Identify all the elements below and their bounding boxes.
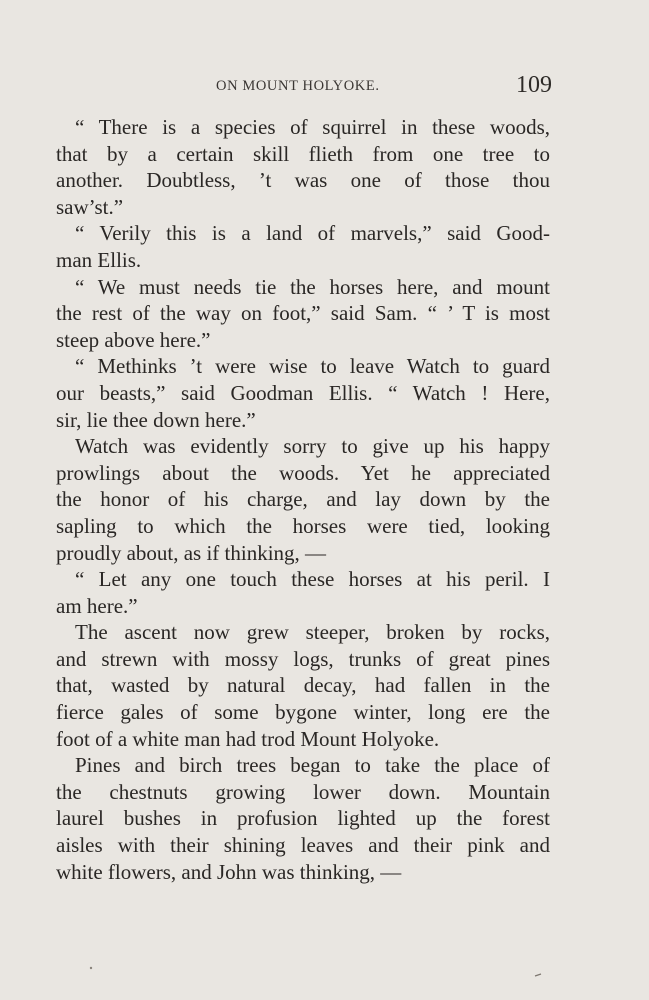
text-line: our beasts,” said Goodman Ellis. “ Watch ! Here, — [56, 380, 550, 405]
text-line: prowlings about the woods. Yet he appreciated — [56, 460, 550, 485]
text-line: man Ellis. — [56, 247, 142, 272]
text-line: the honor of his charge, and lay down by the — [56, 487, 550, 512]
text-line: that by a certain skill flieth from one tree to — [56, 141, 550, 166]
paper-speck — [535, 974, 541, 976]
text-line: saw’st.” — [56, 194, 124, 219]
text-line: the chestnuts growing lower down. Mountain — [56, 779, 550, 804]
text-line: steep above here.” — [56, 327, 211, 352]
text-line: another. Doubtless, ’t was one of those thou — [56, 168, 550, 193]
text-line: fierce gales of some bygone winter, long ere the — [56, 700, 550, 725]
text-line: foot of a white man had trod Mount Holyoke. — [56, 726, 440, 751]
text-line: sir, lie thee down here.” — [56, 407, 256, 432]
text-line: Watch was evidently sorry to give up his happy — [75, 434, 550, 459]
running-head — [60, 72, 552, 102]
text-line: aisles with their shining leaves and their pink and — [56, 833, 550, 858]
text-line: the rest of the way on foot,” said Sam. “ ’ T is most — [56, 301, 550, 326]
body-text — [56, 114, 550, 885]
paper-speck — [90, 967, 92, 969]
text-line: Pines and birch trees began to take the place of — [75, 753, 550, 778]
text-line: am here.” — [56, 593, 138, 618]
text-line: proudly about, as if thinking, — — [56, 540, 327, 565]
text-line: that, wasted by natural decay, had fallen in the — [56, 673, 550, 698]
running-title: ON MOUNT HOLYOKE. — [216, 78, 380, 94]
text-line: sapling to which the horses were tied, looking — [56, 513, 550, 538]
text-line: laurel bushes in profusion lighted up the forest — [56, 806, 550, 831]
text-line: “ There is a species of squirrel in these woods, — [75, 115, 550, 139]
text-line: white flowers, and John was thinking, — — [56, 859, 402, 884]
text-line: “ We must needs tie the horses here, and mount — [75, 274, 550, 299]
page-number: 109 — [516, 72, 552, 98]
text-line: and strewn with mossy logs, trunks of great pines — [56, 646, 550, 671]
text-line: “ Let any one touch these horses at his peril. I — [75, 567, 550, 592]
text-line: The ascent now grew steeper, broken by rocks, — [75, 620, 550, 645]
text-line: “ Verily this is a land of marvels,” said Good- — [75, 221, 550, 246]
text-line: “ Methinks ’t were wise to leave Watch to guard — [75, 354, 550, 379]
